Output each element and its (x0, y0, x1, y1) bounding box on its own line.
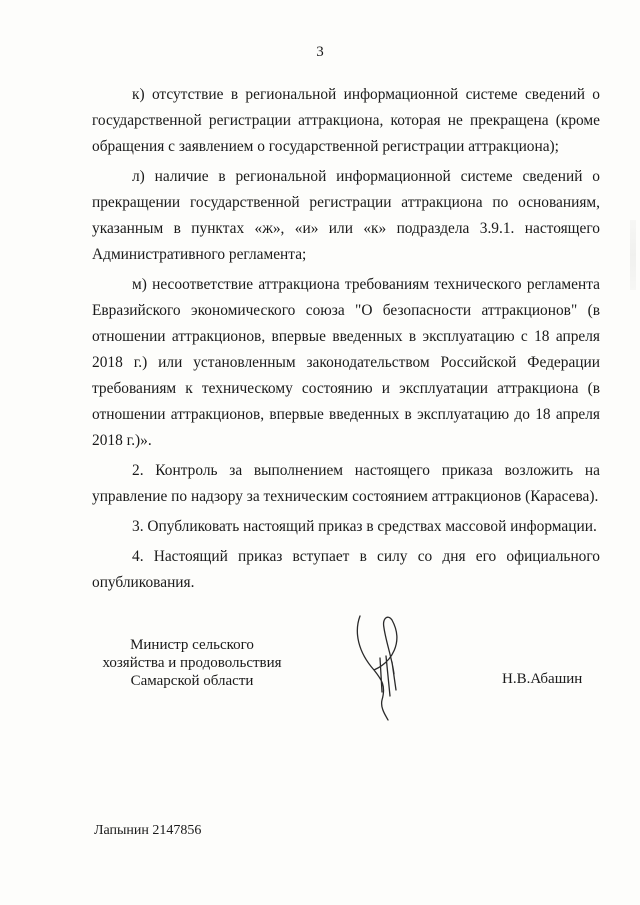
signer-position-line1: Министр сельского (130, 637, 254, 653)
paragraph-k: к) отсутствие в региональной информационной системе сведений о государственной регистрации аттракциона, которая не прекращена (кроме обращения с заявлением о государственной регистрации аттракциона); (92, 86, 600, 155)
paragraph-l: л) наличие в региональной информационной системе сведений о прекращении государственной регистрации аттракциона по основаниям, указанным в пунктах «ж», «и» или «к» подраздела 3.9.1. настоящего Административного регламента; (92, 168, 600, 263)
paragraph-4: 4. Настоящий приказ вступает в силу со дня его официального опубликования. (92, 548, 600, 591)
paragraph-m: м) несоответствие аттракциона требованиям технического регламента Евразийского экономического союза "О безопасности аттракционов" (в отношении аттракционов, впервые введенных в эксплуатацию с 18 апреля 2018 г.) или установленным законодательством Российской Федерации требованиям к техническому состоянию и эксплуатации аттракциона (в отношении аттракционов, впервые введенных в эксплуатацию до 18 апреля 2018 г.)». (92, 276, 600, 449)
paragraph-3: 3. Опубликовать настоящий приказ в средствах массовой информации. (132, 518, 597, 535)
paragraph-2: 2. Контроль за выполнением настоящего приказа возложить на управление по надзору за техническим состоянием аттракционов (Карасева). (92, 462, 600, 505)
executor-info: Лапынин 2147856 (94, 823, 202, 838)
signer-name: Н.В.Абашин (502, 671, 583, 687)
document-body (92, 82, 600, 600)
signer-position (92, 636, 292, 690)
signer-position-line3: Самарской области (130, 673, 254, 689)
signer-position-line2: хозяйства и продовольствия (102, 655, 282, 671)
page-number: 3 (316, 44, 324, 60)
scan-edge-shadow (630, 220, 636, 290)
handwritten-signature (352, 612, 422, 722)
